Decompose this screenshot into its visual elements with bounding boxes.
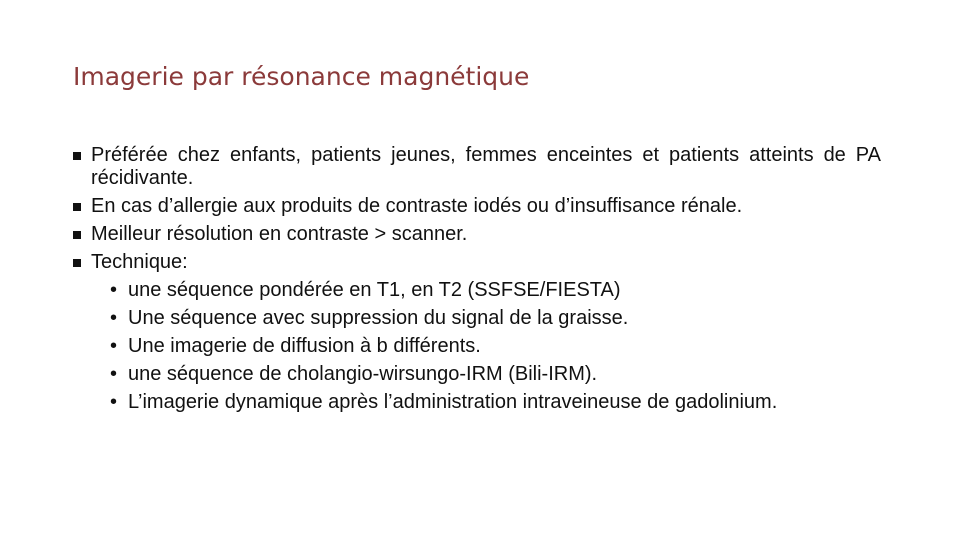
round-bullet-icon: •	[110, 363, 118, 385]
list-item-text: Préférée chez enfants, patients jeunes, femmes enceintes et patients atteints de PA récidivante.	[91, 144, 881, 189]
sub-list-item	[73, 335, 881, 358]
square-bullet-icon	[73, 259, 81, 267]
list-item-text: Meilleur résolution en contraste > scanner.	[91, 223, 468, 245]
round-bullet-icon: •	[110, 391, 118, 413]
round-bullet-icon: •	[110, 335, 118, 357]
square-bullet-icon	[73, 203, 81, 211]
square-bullet-icon	[73, 231, 81, 239]
list-item-text: En cas d’allergie aux produits de contraste iodés ou d’insuffisance rénale.	[91, 195, 743, 217]
sub-list-item-text: Une séquence avec suppression du signal de la graisse.	[128, 307, 629, 329]
list-item	[73, 195, 881, 218]
sub-list-item	[73, 391, 881, 414]
list-item	[73, 223, 881, 246]
sub-list-item	[73, 279, 881, 302]
slide-title: Imagerie par résonance magnétique	[73, 62, 530, 91]
sub-list-item-text: une séquence de cholangio-wirsungo-IRM (Bili-IRM).	[128, 363, 598, 385]
list-item-text: Technique:	[91, 251, 188, 273]
square-bullet-icon	[73, 152, 81, 160]
sub-list-item	[73, 363, 881, 386]
round-bullet-icon: •	[110, 307, 118, 329]
sub-list-item	[73, 307, 881, 330]
round-bullet-icon: •	[110, 279, 118, 301]
sub-list-item-text: L’imagerie dynamique après l’administration intraveineuse de gadolinium.	[128, 391, 778, 413]
sub-list-item-text: Une imagerie de diffusion à b différents.	[128, 335, 481, 357]
list-item	[73, 144, 881, 190]
bullet-list	[73, 144, 881, 419]
sub-list-item-text: une séquence pondérée en T1, en T2 (SSFSE/FIESTA)	[128, 279, 621, 301]
list-item	[73, 251, 881, 274]
